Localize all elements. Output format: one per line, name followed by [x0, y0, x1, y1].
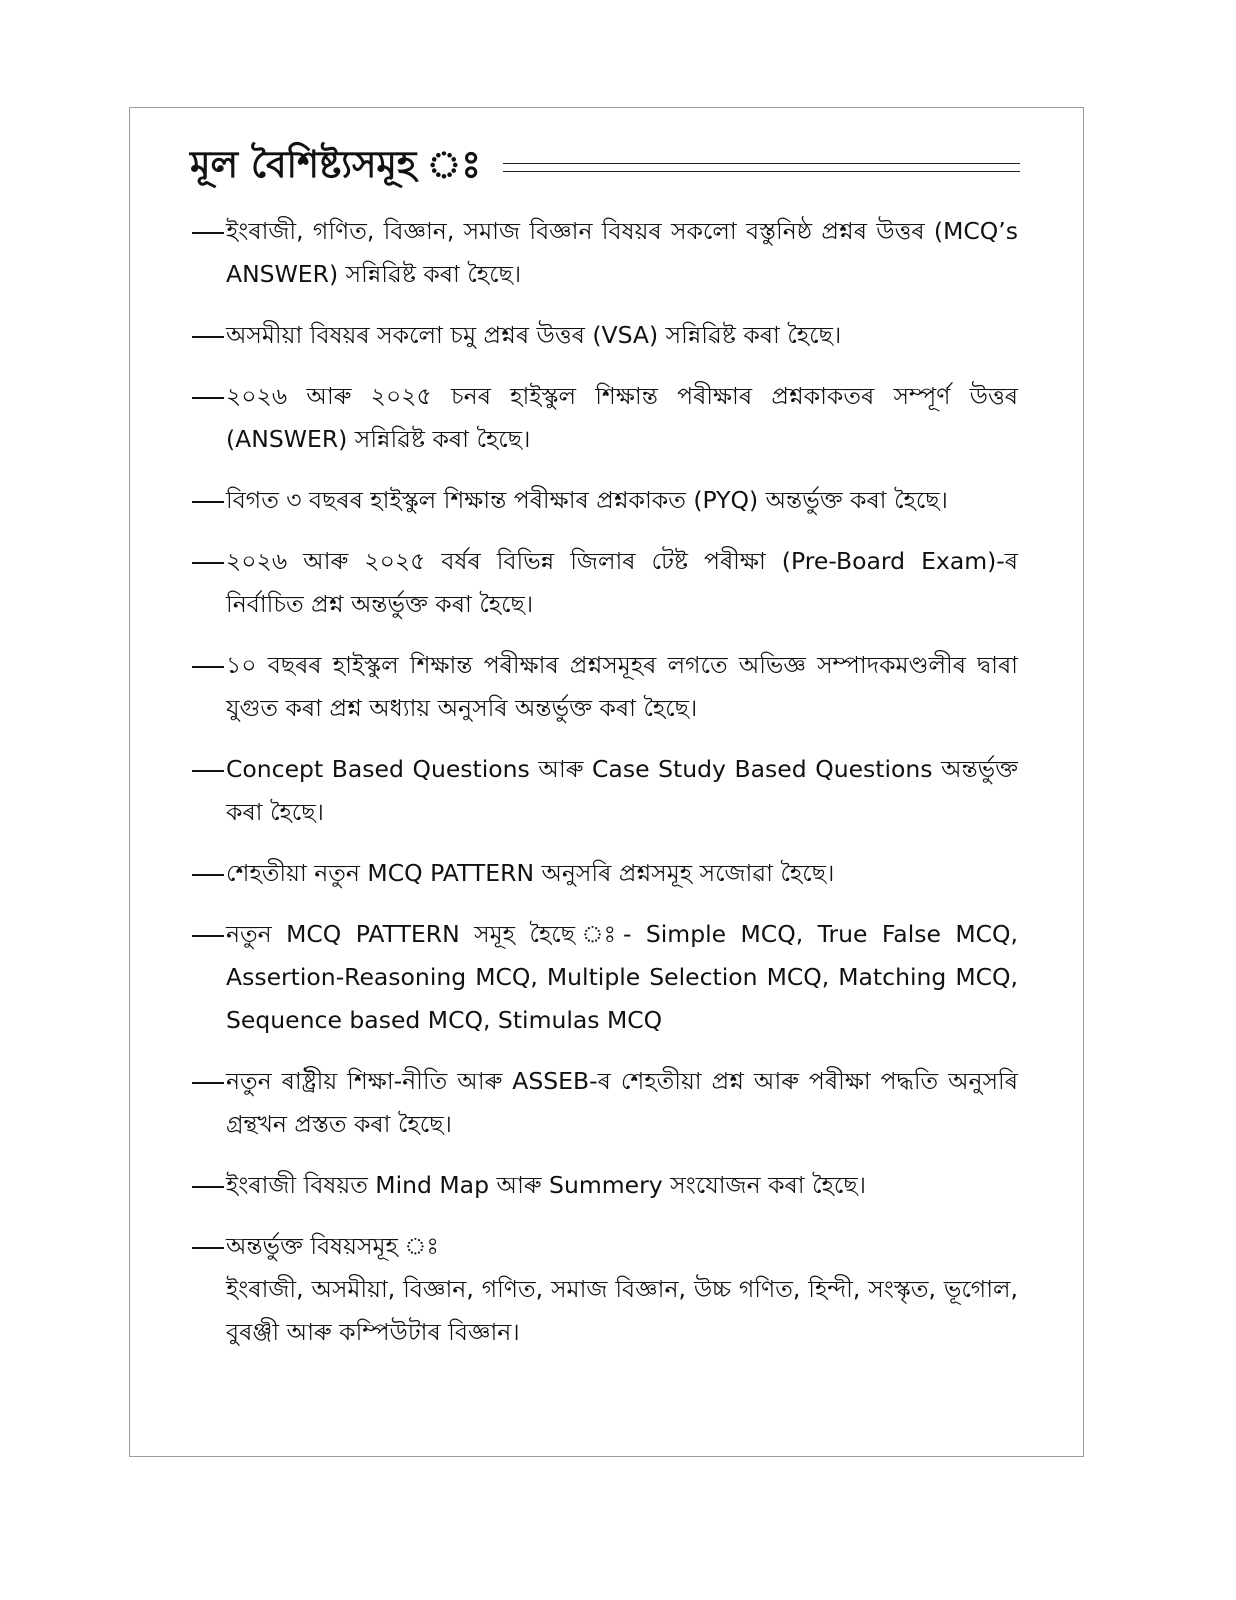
feature-text: নতুন ৰাষ্ট্ৰীয় শিক্ষা-নীতি আৰু ASSEB-ৰ শেহতীয়া প্ৰশ্ন আৰু পৰীক্ষা পদ্ধতি অনুসৰি গ্ৰন্থখন প্ৰস্তত কৰা হৈছে। — [226, 1067, 1018, 1138]
features-heading-row — [190, 138, 1020, 190]
feature-text: শেহতীয়া নতুন MCQ PATTERN অনুসৰি প্ৰশ্নসমূহ সজোৱা হৈছে। — [226, 859, 835, 887]
subjects-label: অন্তৰ্ভুক্ত বিষয়সমূহ ঃ — [226, 1232, 439, 1260]
feature-item-4 — [192, 479, 1018, 522]
feature-text: বিগত ৩ বছৰৰ হাইস্কুল শিক্ষান্ত পৰীক্ষাৰ প্ৰশ্নকাকত (PYQ) অন্তৰ্ভুক্ত কৰা হৈছে। — [226, 486, 948, 514]
feature-item-7 — [192, 748, 1018, 834]
feature-text: Concept Based Questions আৰু Case Study Based Questions অন্তৰ্ভুক্ত কৰা হৈছে। — [226, 755, 1018, 826]
feature-text: ২০২৬ আৰু ২০২৫ বৰ্ষৰ বিভিন্ন জিলাৰ টেষ্ট পৰীক্ষা (Pre-Board Exam)-ৰ নিৰ্বাচিত প্ৰশ্ন অন্তৰ্ভুক্ত কৰা হৈছে। — [226, 547, 1018, 618]
heading-double-rule — [503, 163, 1020, 172]
feature-item-8 — [192, 852, 1018, 895]
feature-item-3 — [192, 375, 1018, 461]
feature-item-11 — [192, 1164, 1018, 1207]
features-heading: মূল বৈশিষ্ট্যসমূহ ঃ — [190, 142, 481, 186]
feature-text: নতুন MCQ PATTERN সমূহ হৈছে ঃ- Simple MCQ, True False MCQ, Assertion-Reasoning MCQ, Multiple Selection MCQ, Matching MCQ, Sequence based MCQ, Stimulas MCQ — [226, 920, 1018, 1034]
feature-text: ২০২৬ আৰু ২০২৫ চনৰ হাইস্কুল শিক্ষান্ত পৰীক্ষাৰ প্ৰশ্নকাকতৰ সম্পূৰ্ণ উত্তৰ (ANSWER) সন্নিৱিষ্ট কৰা হৈছে। — [226, 382, 1018, 453]
feature-text: অসমীয়া বিষয়ৰ সকলো চমু প্ৰশ্নৰ উত্তৰ (VSA) সন্নিৱিষ্ট কৰা হৈছে। — [226, 321, 842, 349]
feature-item-2 — [192, 314, 1018, 357]
feature-item-1 — [192, 210, 1018, 296]
feature-item-5 — [192, 540, 1018, 626]
feature-item-10 — [192, 1060, 1018, 1146]
feature-text: ১০ বছৰৰ হাইস্কুল শিক্ষান্ত পৰীক্ষাৰ প্ৰশ্নসমূহৰ লগতে অভিজ্ঞ সম্পাদকমণ্ডলীৰ দ্বাৰা যুগুত কৰা প্ৰশ্ন অধ্যায় অনুসৰি অন্তৰ্ভুক্ত কৰা হৈছে। — [226, 651, 1018, 722]
features-list — [192, 210, 1018, 1354]
feature-item-subjects — [192, 1225, 1018, 1354]
feature-text: ইংৰাজী বিষয়ত Mind Map আৰু Summery সংযোজন কৰা হৈছে। — [226, 1171, 866, 1199]
feature-item-6 — [192, 644, 1018, 730]
subjects-list: ইংৰাজী, অসমীয়া, বিজ্ঞান, গণিত, সমাজ বিজ্ঞান, উচ্চ গণিত, হিন্দী, সংস্কৃত, ভূগোল, বুৰঞ্জী আৰু কম্পিউটাৰ বিজ্ঞান। — [226, 1275, 1018, 1346]
feature-text: ইংৰাজী, গণিত, বিজ্ঞান, সমাজ বিজ্ঞান বিষয়ৰ সকলো বস্তুনিষ্ঠ প্ৰশ্নৰ উত্তৰ (MCQ’s ANSWER) সন্নিৱিষ্ট কৰা হৈছে। — [226, 217, 1018, 288]
feature-item-9 — [192, 913, 1018, 1042]
